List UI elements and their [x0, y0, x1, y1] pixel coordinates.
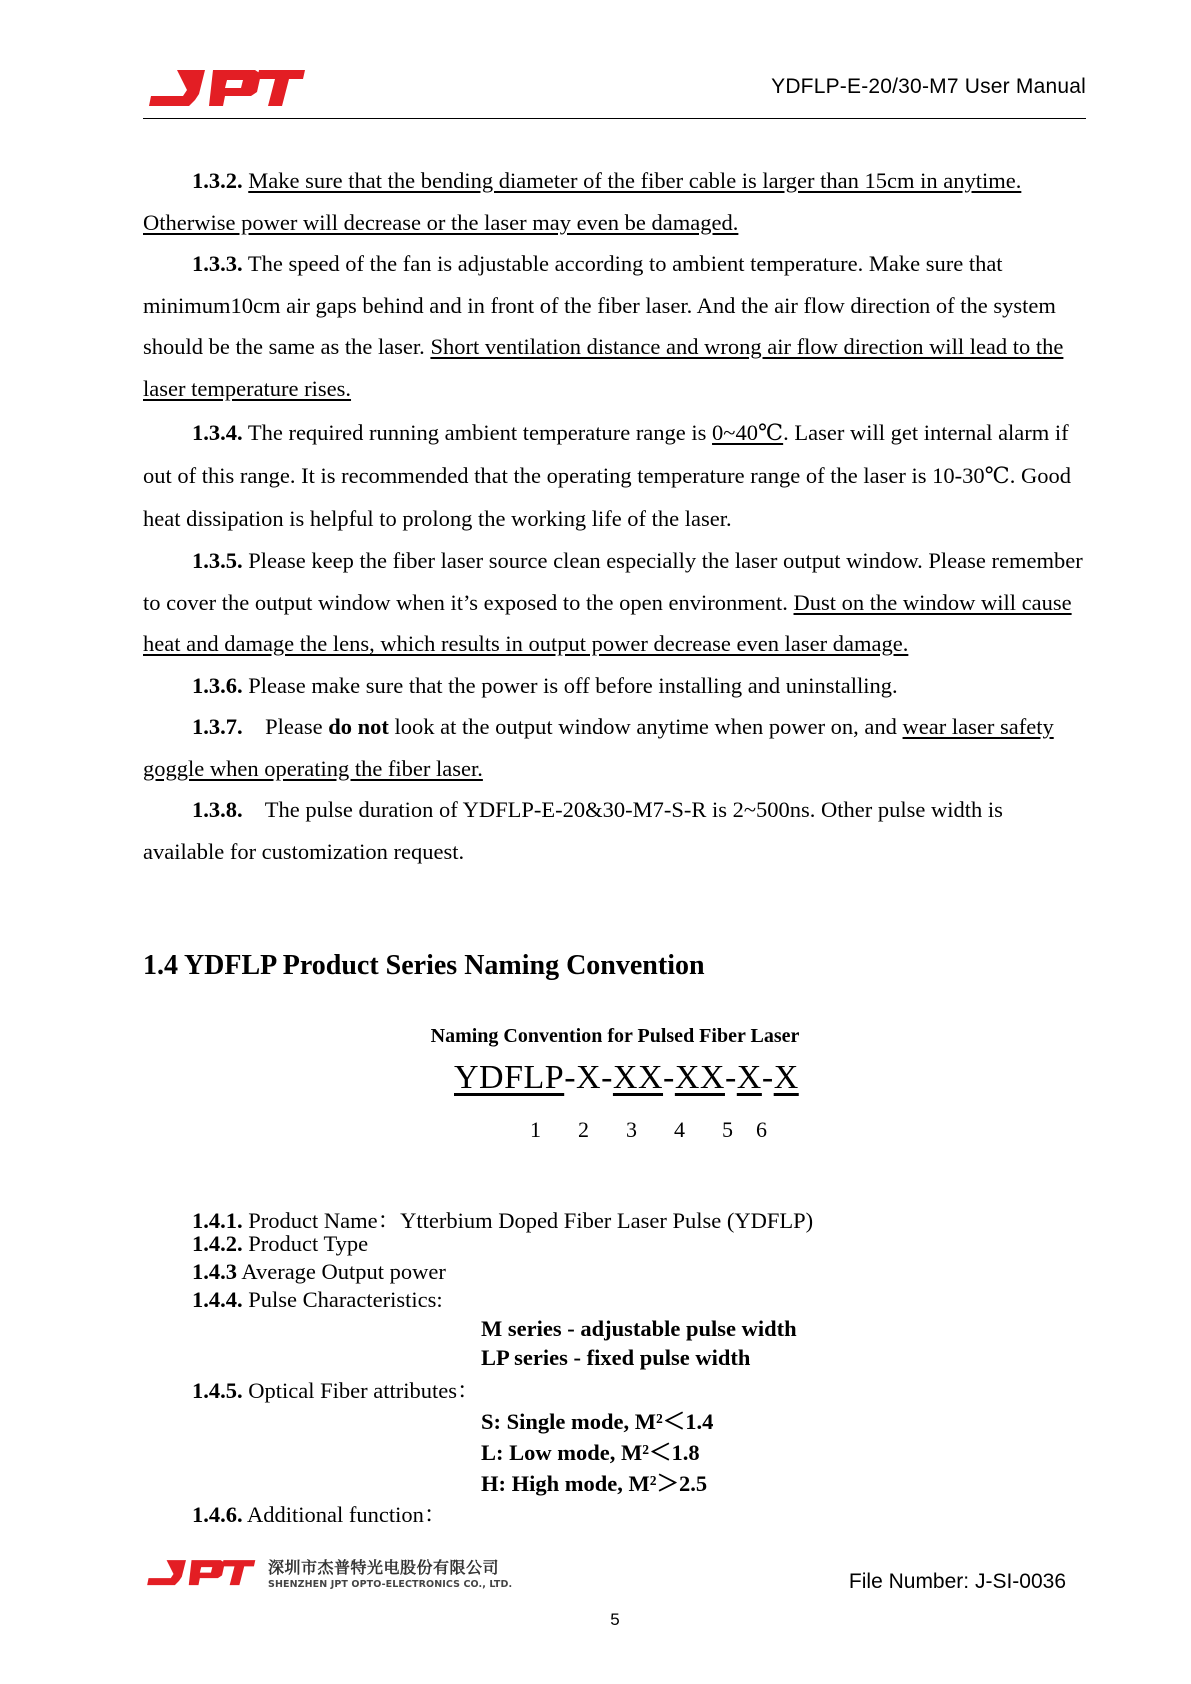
company-name-cn: 深圳市杰普特光电股份有限公司 — [268, 1558, 500, 1577]
footer-jpt-logo — [143, 1557, 256, 1591]
list-item-1-4-3: 1.4.3 Average Output power — [192, 1259, 446, 1284]
paragraph-1-3-3: 1.3.3. The speed of the fan is adjustable according to ambient temperature. Make sure that minimum10cm air gaps behind and in front of the fiber laser. And the air flow direction of the system should be the same as the laser. Short ventilation distance and wrong air flow direction will lead to the laser temperature rises. — [143, 251, 1064, 401]
header-divider — [143, 118, 1086, 119]
code-part: X — [773, 1059, 799, 1096]
paragraph-1-3-8: 1.3.8. The pulse duration of YDFLP-E-20&30-M7-S-R is 2~500ns. Other pulse width is available for customization request. — [143, 797, 1003, 864]
pulse-option: LP series - fixed pulse width — [481, 1345, 751, 1370]
file-number: File Number: J-SI-0036 — [848, 1570, 1066, 1593]
code-part: YDFLP — [454, 1059, 565, 1096]
code-part: X — [736, 1059, 762, 1096]
naming-code — [454, 1059, 799, 1097]
body-text — [143, 160, 1086, 872]
code-sep: - — [564, 1059, 577, 1096]
position-number: 6 — [756, 1117, 767, 1142]
list-item-1-4-6: 1.4.6. Additional function： — [192, 1502, 447, 1527]
fiber-option: S: Single mode, M²＜1.4 — [481, 1409, 714, 1434]
document-title: YDFLP-E-20/30-M7 User Manual — [771, 75, 1086, 98]
fiber-option: L: Low mode, M²＜1.8 — [481, 1440, 700, 1465]
paragraph-1-3-5: 1.3.5. Please keep the fiber laser source clean especially the laser output window. Please remember to cover the output window when it’s exposed to the open environment. Dust on the window will cause heat and damage the lens, which results in output power decrease even laser damage. — [143, 548, 1083, 656]
paragraph-1-3-4: 1.3.4. The required running ambient temperature range is 0~40℃. Laser will get internal alarm if out of this range. It is recommended that the operating temperature range of the laser is 10-30℃. Good heat dissipation is helpful to prolong the working life of the laser. — [143, 420, 1072, 531]
list-item-1-4-5: 1.4.5. Optical Fiber attributes： — [192, 1378, 480, 1403]
pulse-option: M series - adjustable pulse width — [481, 1316, 797, 1341]
page-number: 5 — [610, 1610, 620, 1629]
jpt-logo — [143, 66, 306, 114]
code-sep: - — [663, 1059, 675, 1096]
list-item-1-4-4: 1.4.4. Pulse Characteristics: — [192, 1287, 443, 1312]
naming-caption: Naming Convention for Pulsed Fiber Laser — [430, 1025, 800, 1047]
paragraph-1-3-7: 1.3.7. Please do not look at the output window anytime when power on, and wear laser safety goggle when operating the fiber laser. — [143, 714, 1054, 781]
section-heading: 1.4 YDFLP Product Series Naming Convention — [143, 950, 705, 981]
code-sep: - — [601, 1059, 613, 1096]
list-item-1-4-1: 1.4.1. Product Name：Ytterbium Doped Fiber Laser Pulse (YDFLP) — [192, 1208, 814, 1233]
code-sep: - — [761, 1059, 774, 1096]
code-part: X — [576, 1059, 602, 1096]
position-number: 2 — [578, 1117, 589, 1142]
fiber-option: H: High mode, M²＞2.5 — [481, 1471, 708, 1496]
paragraph-1-3-6: 1.3.6. Please make sure that the power is off before installing and uninstalling. — [192, 672, 898, 698]
code-part: XX — [612, 1059, 664, 1096]
code-sep: - — [724, 1059, 737, 1096]
list-item-1-4-2: 1.4.2. Product Type — [192, 1231, 369, 1256]
company-name-en: SHENZHEN JPT OPTO-ELECTRONICS CO., LTD. — [268, 1579, 513, 1590]
position-number: 3 — [626, 1117, 637, 1142]
paragraph-1-3-2: 1.3.2. Make sure that the bending diameter of the fiber cable is larger than 15cm in anytime. Otherwise power will decrease or the laser may even be damaged. — [143, 168, 1022, 235]
position-number: 5 — [722, 1117, 733, 1142]
position-number: 1 — [530, 1117, 541, 1142]
code-part: XX — [674, 1059, 725, 1096]
position-number: 4 — [674, 1117, 685, 1142]
